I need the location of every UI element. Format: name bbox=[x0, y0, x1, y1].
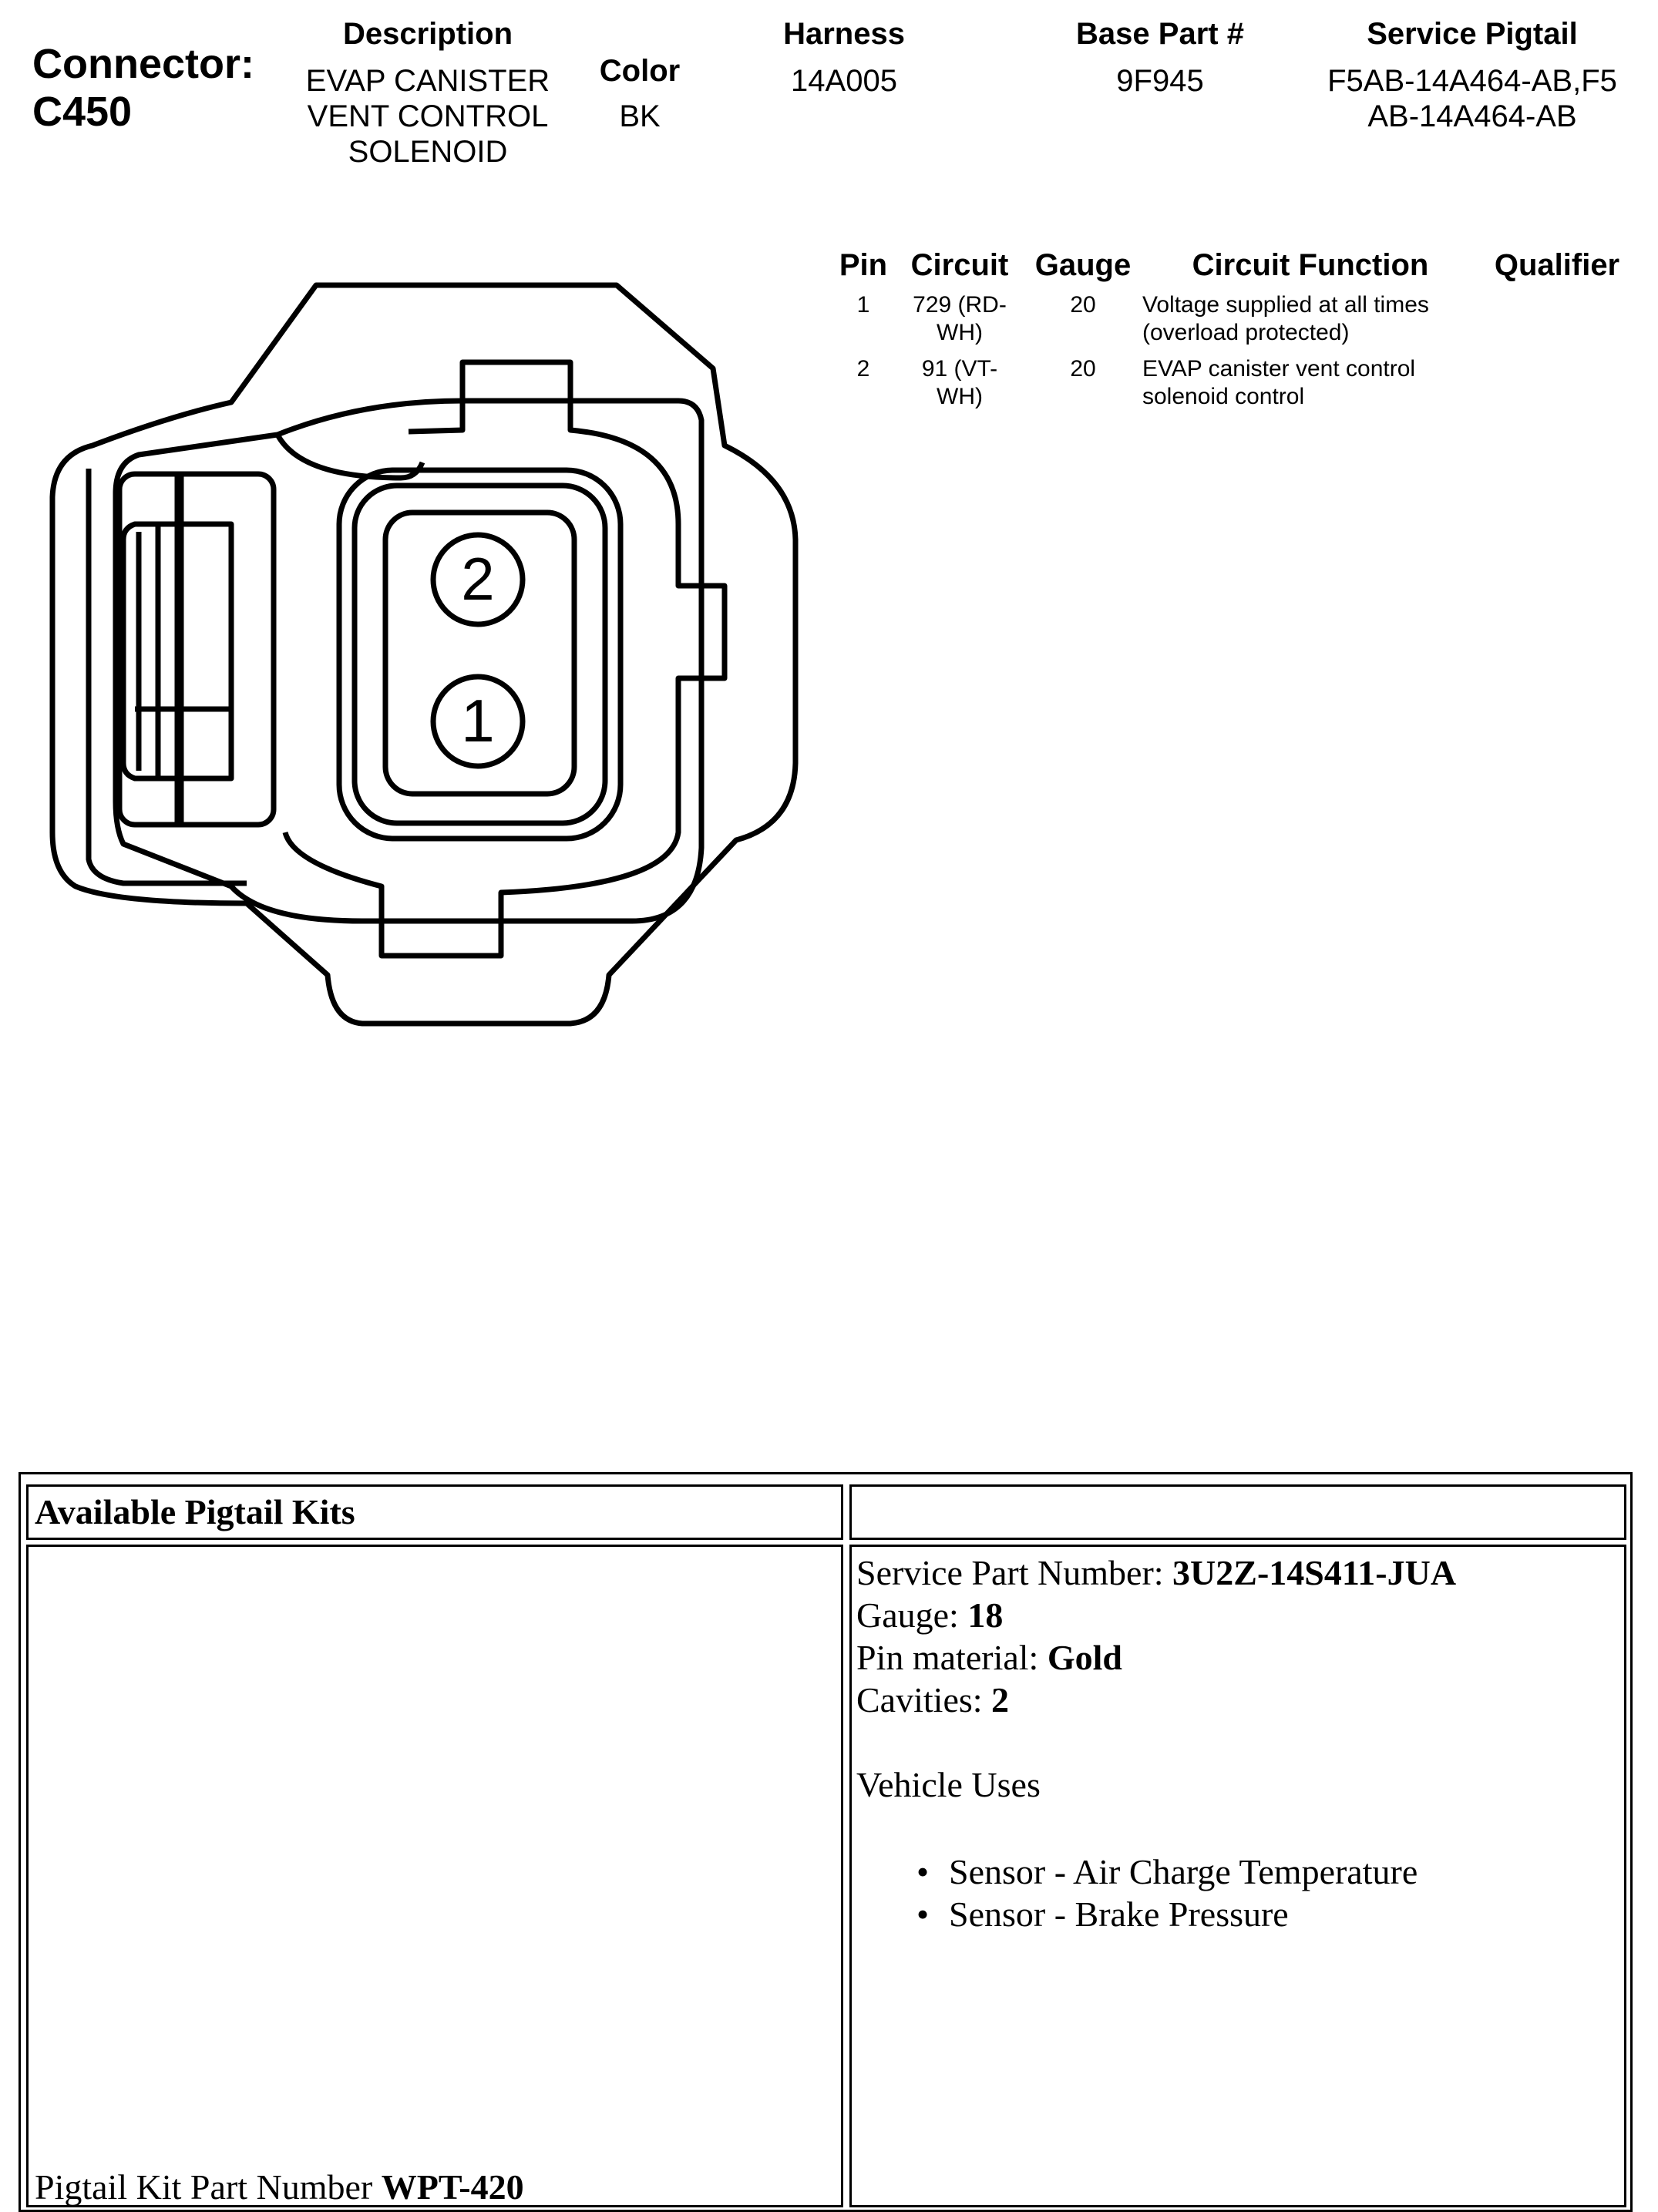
circuit-col-header: Circuit bbox=[910, 248, 1009, 282]
list-item: • Sensor - Air Charge Temperature bbox=[909, 1851, 1456, 1893]
housing-outline bbox=[52, 285, 795, 1024]
service-part-value: 3U2Z-14S411-JUA bbox=[1172, 1553, 1457, 1592]
gauge-value: 20 bbox=[1070, 292, 1096, 318]
pigtail-kit-image-cell bbox=[26, 1545, 843, 2207]
kit-number: WPT-420 bbox=[381, 2167, 524, 2207]
description-header: Description bbox=[342, 17, 513, 51]
service-part-label: Service Part Number: bbox=[856, 1553, 1173, 1592]
pigtail-details bbox=[856, 1551, 1456, 1935]
cavities-label: Cavities: bbox=[856, 1680, 992, 1720]
pigtail-kit-part-number bbox=[35, 2166, 524, 2208]
pin-material-line bbox=[856, 1636, 1456, 1679]
gauge-line bbox=[856, 1594, 1456, 1636]
gauge-col-header: Gauge bbox=[1034, 248, 1132, 282]
list-item: • Sensor - Brake Pressure bbox=[909, 1893, 1456, 1935]
connector-face-diagram bbox=[0, 0, 848, 1064]
color-header: Color bbox=[599, 54, 681, 88]
housing-inner-ring bbox=[285, 362, 725, 956]
qualifier-col-header: Qualifier bbox=[1494, 248, 1620, 282]
circuit-value: 729 (RD-WH) bbox=[913, 292, 1007, 345]
pin-number: 1 bbox=[856, 292, 870, 318]
pigtail-title-spacer-cell bbox=[849, 1484, 1626, 1540]
cavity-shroud-outer bbox=[339, 470, 620, 839]
gauge-label: Gauge: bbox=[856, 1595, 968, 1635]
harness-value: 14A005 bbox=[791, 64, 897, 98]
function-value: EVAP canister vent control solenoid control bbox=[1142, 356, 1416, 409]
service-pigtail-header: Service Pigtail bbox=[1367, 17, 1578, 51]
kit-label: Pigtail Kit Part Number bbox=[35, 2167, 382, 2207]
function-value: Voltage supplied at all times (overload protected) bbox=[1142, 292, 1429, 345]
service-pigtail-value: F5AB-14A464-AB,F5AB-14A464-AB bbox=[1327, 64, 1617, 133]
housing-side-lip bbox=[89, 469, 247, 883]
function-col-header: Circuit Function bbox=[1192, 248, 1429, 282]
base-part-value: 9F945 bbox=[1116, 64, 1204, 98]
description-value: EVAP CANISTER VENT CONTROL SOLENOID bbox=[305, 64, 550, 169]
pigtail-title-cell bbox=[26, 1484, 843, 1540]
pin-2-label: 2 bbox=[461, 545, 495, 613]
pin-material-label: Pin material: bbox=[856, 1638, 1048, 1677]
pigtail-details-cell bbox=[849, 1545, 1626, 2207]
connector-id: C450 bbox=[32, 89, 133, 135]
vehicle-uses-list bbox=[909, 1851, 1456, 1935]
connector-label: Connector: bbox=[32, 41, 254, 87]
cavities-value: 2 bbox=[991, 1680, 1010, 1720]
pin-number: 2 bbox=[856, 356, 870, 382]
harness-header: Harness bbox=[783, 17, 905, 51]
base-part-header: Base Part # bbox=[1076, 17, 1244, 51]
pin-col-header: Pin bbox=[839, 248, 888, 282]
service-part-line bbox=[856, 1551, 1456, 1594]
circuit-value: 91 (VT-WH) bbox=[921, 356, 998, 409]
gauge-value: 20 bbox=[1070, 356, 1096, 382]
cavities-line bbox=[856, 1679, 1456, 1721]
color-value: BK bbox=[619, 99, 661, 133]
gauge-value: 18 bbox=[967, 1595, 1004, 1635]
pigtail-title: Available Pigtail Kits bbox=[35, 1492, 355, 1531]
pin-1-label: 1 bbox=[461, 687, 495, 755]
pin-material-value: Gold bbox=[1047, 1638, 1122, 1677]
vehicle-uses-label: Vehicle Uses bbox=[856, 1765, 1041, 1804]
